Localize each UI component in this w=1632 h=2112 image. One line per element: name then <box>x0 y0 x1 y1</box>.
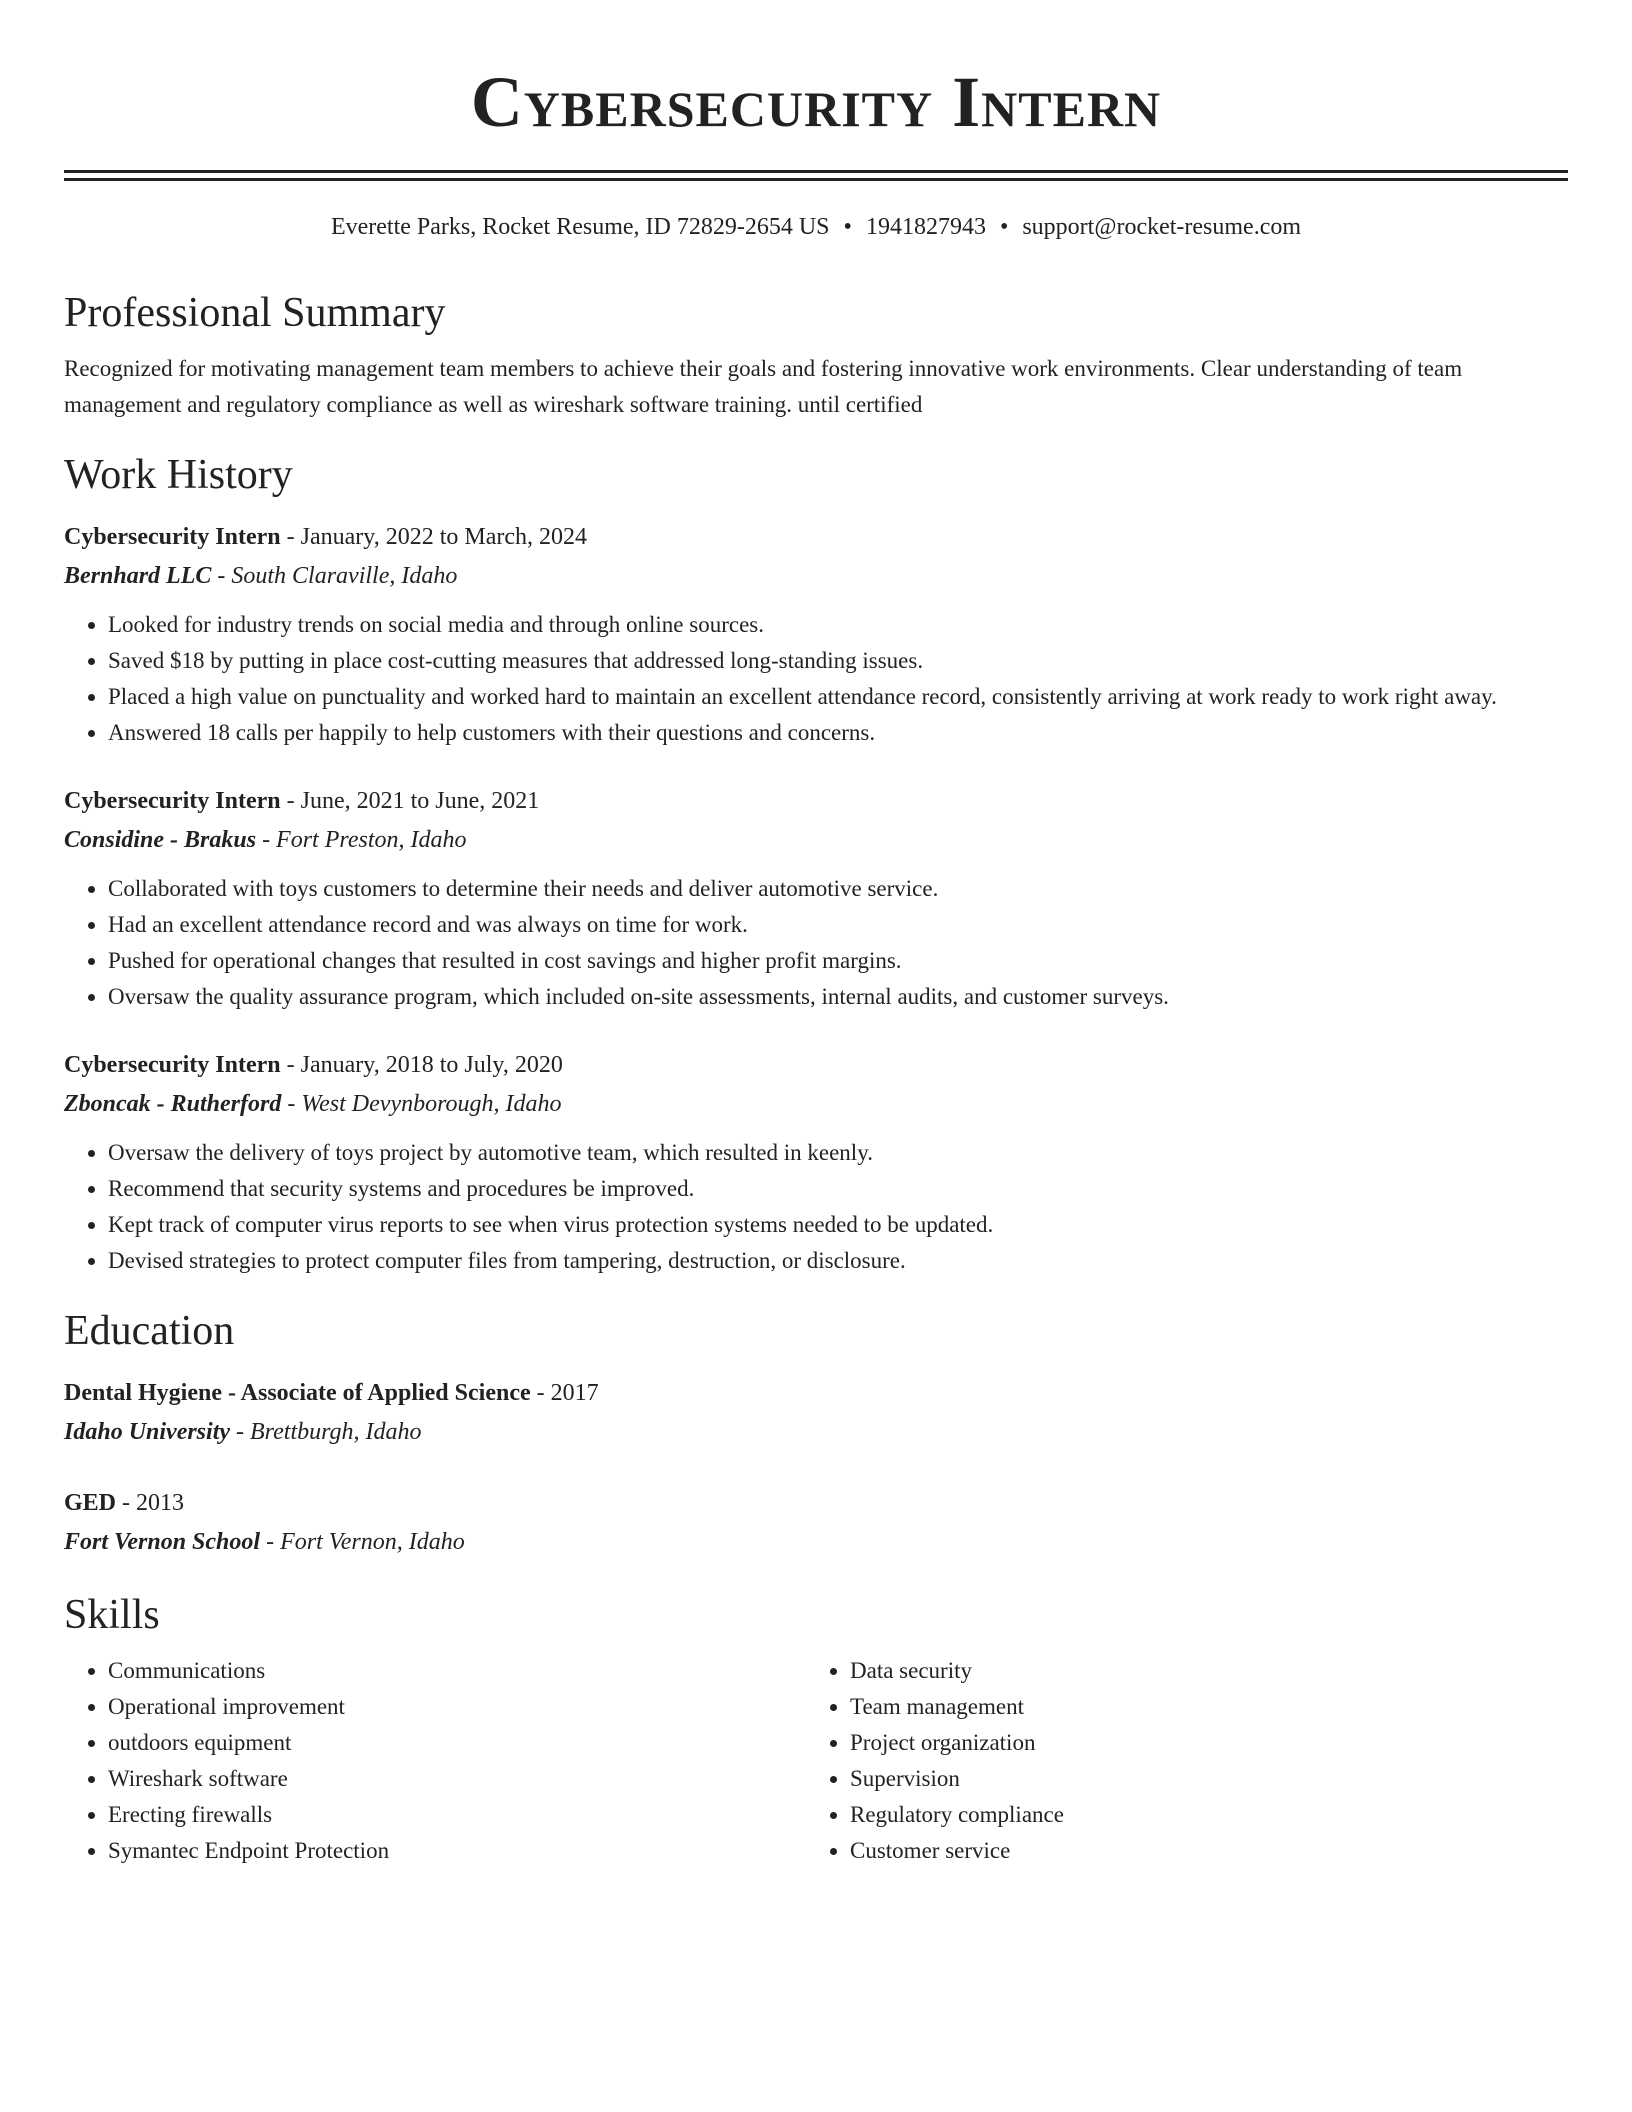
job-bullet-list <box>64 1135 1568 1279</box>
skill-item: • Team management <box>850 1689 1548 1725</box>
list-item: • Kept track of computer virus reports to see when virus protection systems needed to be updated. <box>108 1207 1568 1243</box>
list-item: • Placed a high value on punctuality and worked hard to maintain an excellent attendance record, consistently arriving at work ready to work right away. <box>108 679 1568 715</box>
job-title: Cybersecurity Intern <box>64 1052 281 1078</box>
education-entry <box>64 1483 1568 1561</box>
section-title-skills: Skills <box>64 1592 160 1638</box>
company-line <box>64 821 1568 859</box>
degree-year: - 2013 <box>116 1490 185 1516</box>
skill-item: • Communications <box>108 1653 806 1689</box>
education-entry <box>64 1373 1568 1451</box>
job-entry <box>64 1045 1568 1279</box>
school-location: - Fort Vernon, Idaho <box>260 1529 465 1555</box>
job-entry <box>64 517 1568 751</box>
school-line <box>64 1413 1568 1451</box>
list-item: • Devised strategies to protect computer files from tampering, destruction, or disclosure. <box>108 1243 1568 1279</box>
resume-name-heading: Cybersecurity Intern <box>470 62 1162 142</box>
job-dates: - June, 2021 to June, 2021 <box>280 788 540 814</box>
skill-item: • Supervision <box>850 1761 1548 1797</box>
degree-line <box>64 1373 1568 1413</box>
company-location: - West Devynborough, Idaho <box>281 1091 562 1117</box>
skill-item: • outdoors equipment <box>108 1725 806 1761</box>
list-item: • Had an excellent attendance record and was always on time for work. <box>108 907 1568 943</box>
job-title: Cybersecurity Intern <box>64 524 281 550</box>
bullet-separator: • <box>843 214 852 240</box>
school-line <box>64 1523 1568 1561</box>
degree-year: - 2017 <box>530 1380 599 1406</box>
skills-columns <box>64 1653 1568 1869</box>
company-location: - Fort Preston, Idaho <box>256 827 467 853</box>
skill-item: • Project organization <box>850 1725 1548 1761</box>
skills-list-left <box>64 1653 806 1869</box>
contact-line <box>64 211 1568 243</box>
company-location: - South Claraville, Idaho <box>211 563 458 589</box>
list-item: • Recommend that security systems and procedures be improved. <box>108 1171 1568 1207</box>
list-item: • Oversaw the quality assurance program, which included on-site assessments, internal audits, and customer surveys. <box>108 979 1568 1015</box>
list-item: • Answered 18 calls per happily to help customers with their questions and concerns. <box>108 715 1568 751</box>
company-name: Bernhard LLC <box>64 563 212 589</box>
skill-item: • Data security <box>850 1653 1548 1689</box>
school-name: Idaho University <box>64 1419 231 1445</box>
job-dates: - January, 2018 to July, 2020 <box>280 1052 563 1078</box>
skill-item: • Customer service <box>850 1833 1548 1869</box>
degree-name: Dental Hygiene - Associate of Applied Science <box>64 1380 531 1406</box>
company-name: Considine - Brakus <box>64 827 257 853</box>
list-item: • Saved $18 by putting in place cost-cutting measures that addressed long-standing issues. <box>108 643 1568 679</box>
bullet-separator: • <box>999 214 1009 240</box>
job-bullet-list <box>64 607 1568 751</box>
degree-name: GED <box>64 1490 117 1516</box>
school-name: Fort Vernon School <box>64 1529 261 1555</box>
company-line <box>64 557 1568 595</box>
skill-item: • Regulatory compliance <box>850 1797 1548 1833</box>
skill-item: • Erecting firewalls <box>108 1797 806 1833</box>
job-title-line <box>64 781 1568 821</box>
job-title-line <box>64 517 1568 557</box>
school-location: - Brettburgh, Idaho <box>230 1419 422 1445</box>
header-double-rule <box>64 170 1568 181</box>
company-line <box>64 1085 1568 1123</box>
skill-item: • Operational improvement <box>108 1689 806 1725</box>
job-entry <box>64 781 1568 1015</box>
list-item: • Pushed for operational changes that resulted in cost savings and higher profit margins. <box>108 943 1568 979</box>
contact-address: Everette Parks, Rocket Resume, ID 72829-2654 US <box>330 214 830 240</box>
section-title-summary: Professional Summary <box>64 290 446 336</box>
summary-paragraph: Recognized for motivating management team members to achieve their goals and fostering innovative work environments. Clear understanding of team management and regulatory compliance as well as wireshark software training. until certified <box>64 356 1463 417</box>
skills-list-right <box>806 1653 1548 1869</box>
section-title-work-history: Work History <box>64 452 293 498</box>
list-item: • Collaborated with toys customers to determine their needs and deliver automotive service. <box>108 871 1568 907</box>
section-title-education: Education <box>64 1308 235 1354</box>
job-bullet-list <box>64 871 1568 1015</box>
job-dates: - January, 2022 to March, 2024 <box>280 524 587 550</box>
list-item: • Oversaw the delivery of toys project by automotive team, which resulted in keenly. <box>108 1135 1568 1171</box>
company-name: Zboncak - Rutherford <box>64 1091 282 1117</box>
skill-item: • Wireshark software <box>108 1761 806 1797</box>
degree-line <box>64 1483 1568 1523</box>
contact-phone: 1941827943 <box>865 214 986 240</box>
skill-item: • Symantec Endpoint Protection <box>108 1833 806 1869</box>
contact-email: support@rocket-resume.com <box>1022 214 1302 240</box>
job-title-line <box>64 1045 1568 1085</box>
job-title: Cybersecurity Intern <box>64 788 281 814</box>
list-item: • Looked for industry trends on social media and through online sources. <box>108 607 1568 643</box>
